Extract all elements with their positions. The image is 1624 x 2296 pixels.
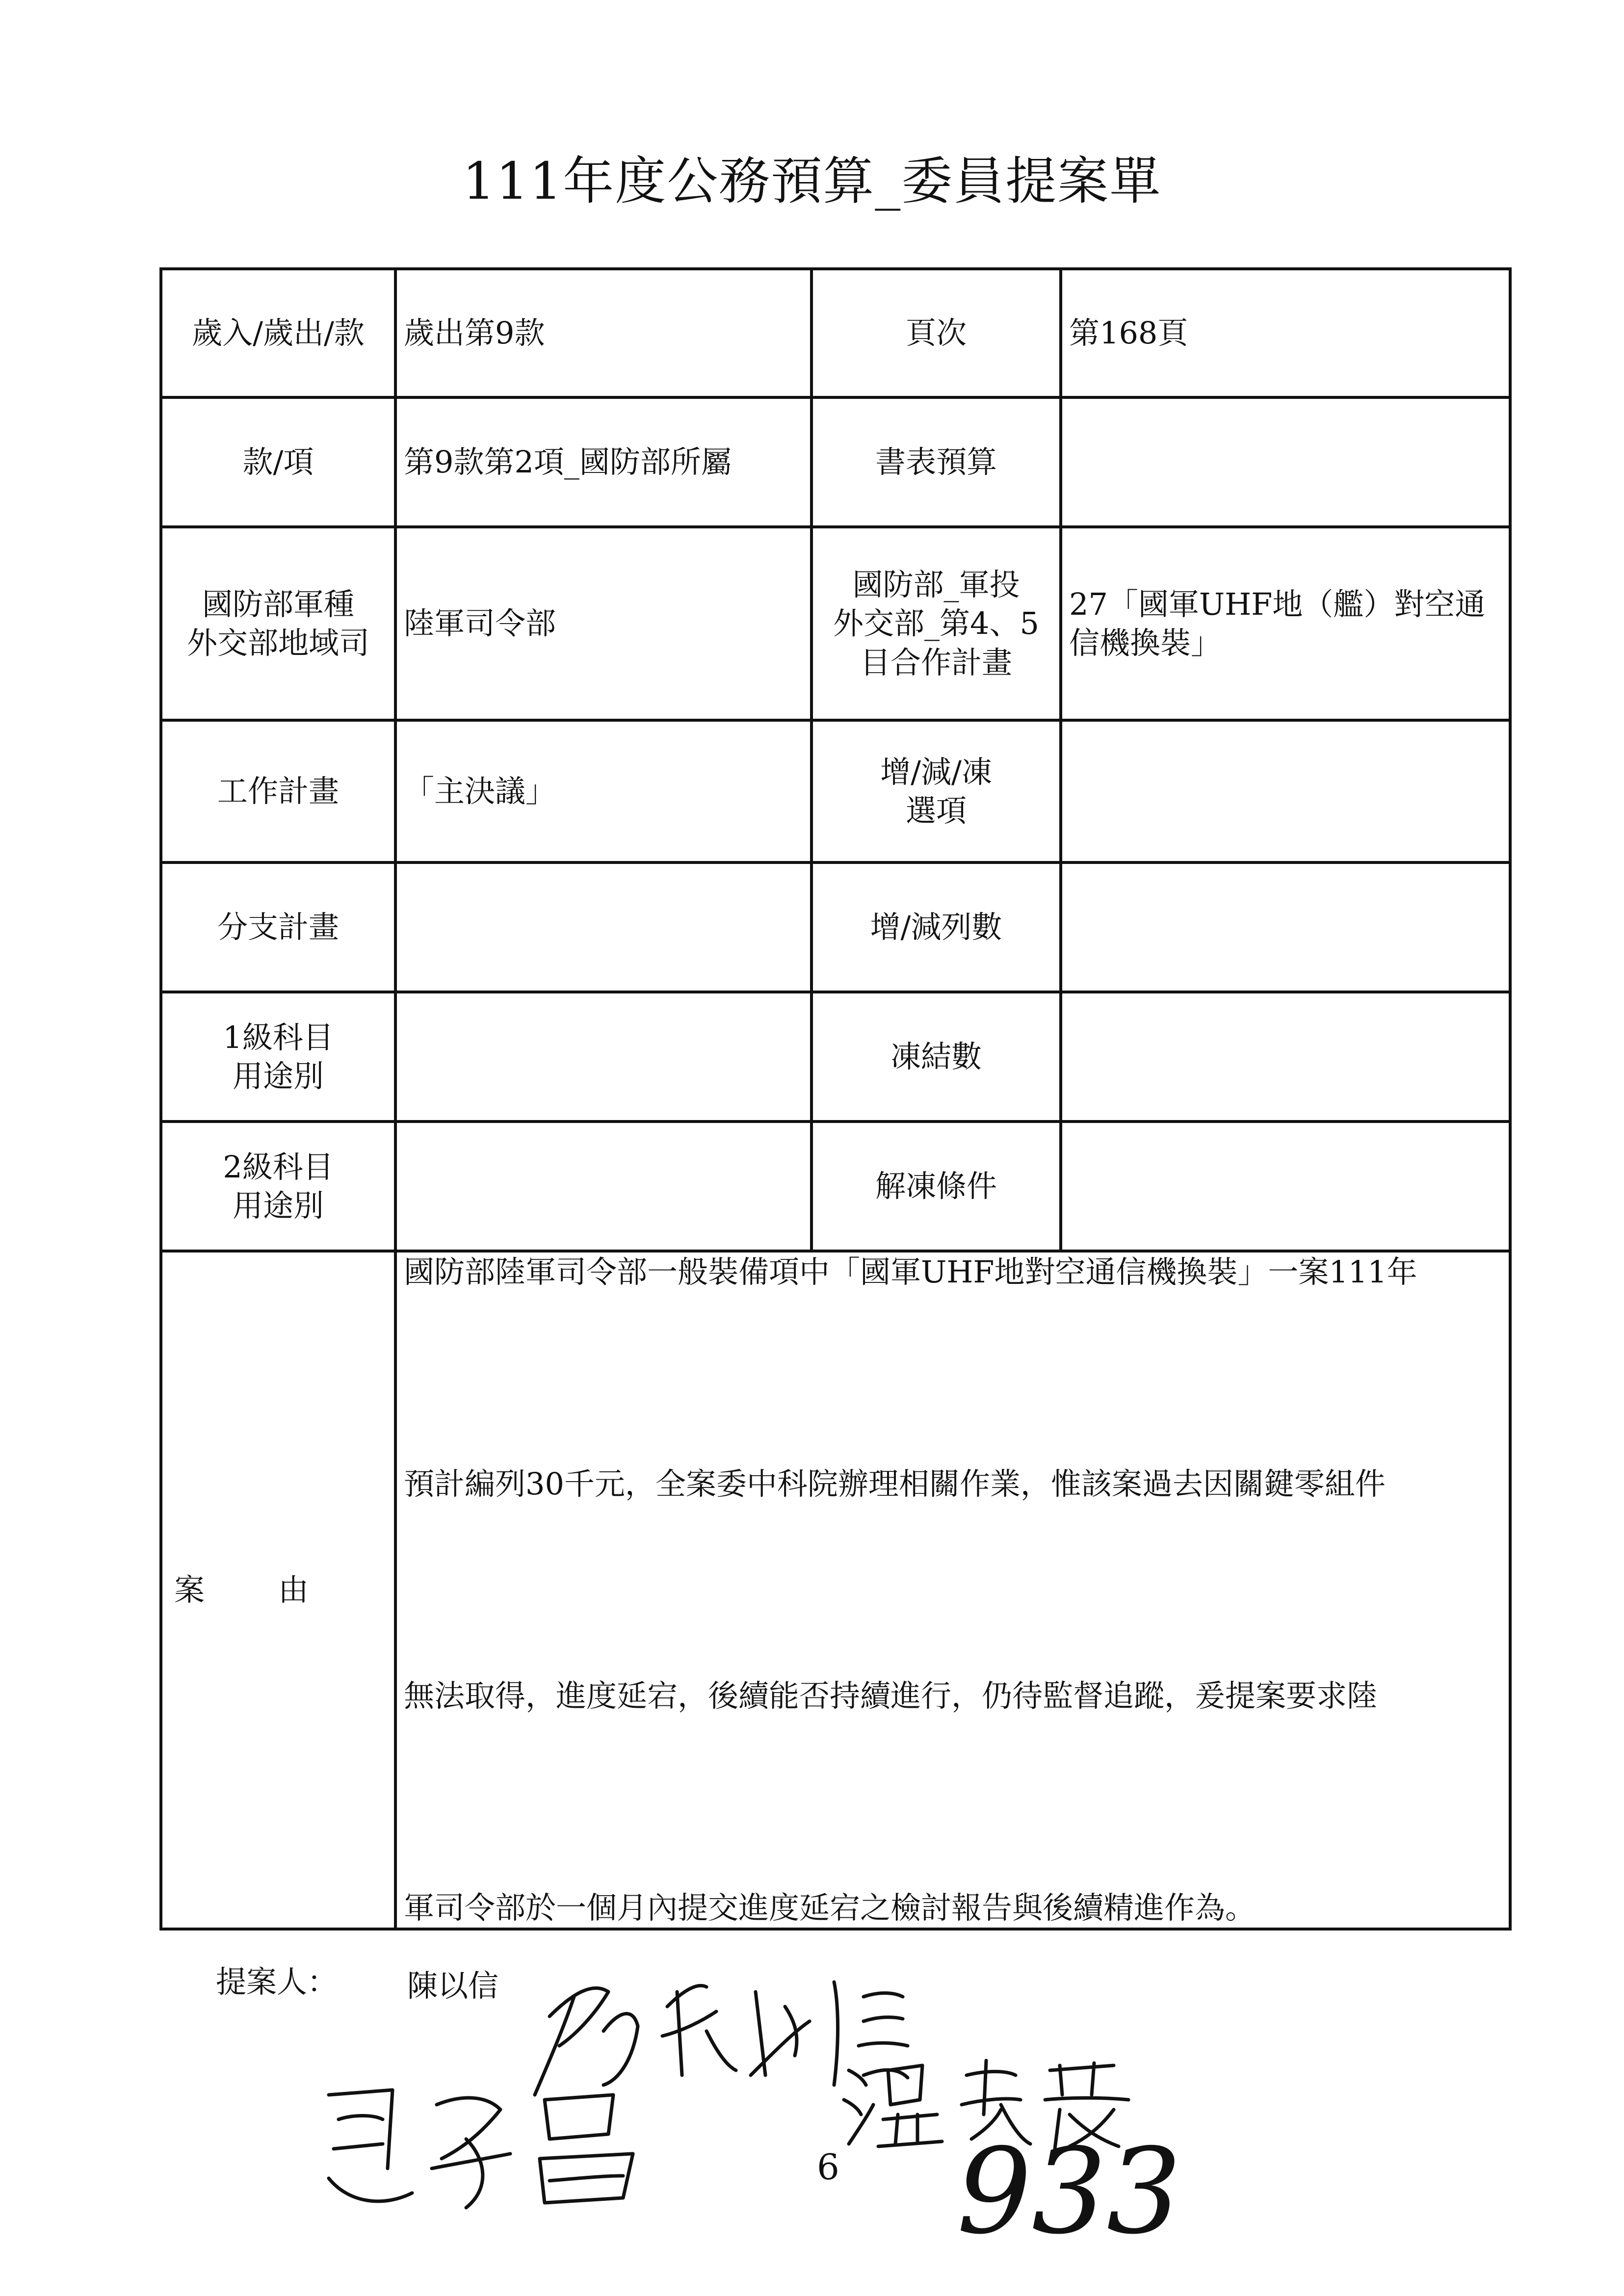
form-row — [161, 527, 1510, 720]
field-label: 工作計畫 — [161, 720, 395, 862]
field-value — [1061, 720, 1510, 862]
field-label: 凍結數 — [812, 992, 1061, 1122]
field-label: 分支計畫 — [161, 862, 395, 992]
proposer-label: 提案人： — [216, 1964, 338, 2000]
field-value: 歲出第9款 — [395, 269, 812, 397]
field-label: 國防部_軍投 外交部_第4、5 目合作計畫 — [812, 527, 1061, 720]
form-row — [161, 862, 1510, 992]
reason-line: 國防部陸軍司令部一般裝備項中「國軍UHF地對空通信機換裝」一案111年 — [404, 1254, 1417, 1290]
field-value — [395, 862, 812, 992]
page-number: 6 — [817, 2146, 839, 2188]
field-value: 陸軍司令部 — [395, 527, 812, 720]
page-title: 111年度公務預算_委員提案單 — [462, 151, 1162, 211]
reason-line: 軍司令部於一個月內提交進度延宕之檢討報告與後續精進作為。 — [404, 1890, 1256, 1926]
form-row — [161, 720, 1510, 862]
reason-text — [395, 1251, 1510, 1929]
handwritten-number-drawing — [957, 2123, 1182, 2262]
field-value — [395, 992, 812, 1122]
proposer-name: 陳以信 — [407, 1968, 499, 2004]
field-value: 「主決議」 — [395, 720, 812, 862]
field-label: 2級科目 用途別 — [161, 1122, 395, 1251]
field-label: 解凍條件 — [812, 1122, 1061, 1251]
field-value — [1061, 992, 1510, 1122]
field-label: 增/減列數 — [812, 862, 1061, 992]
field-value — [1061, 862, 1510, 992]
signature-2 — [319, 2075, 672, 2224]
proposal-form-table — [159, 267, 1512, 1931]
reason-line: 預計編列30千元，全案委中科院辦理相關作業，惟該案過去因關鍵零組件 — [404, 1466, 1386, 1502]
field-label: 款/項 — [161, 397, 395, 527]
field-label: 1級科目 用途別 — [161, 992, 395, 1122]
field-value: 第168頁 — [1061, 269, 1510, 397]
field-value: 第9款第2項_國防部所屬 — [395, 397, 812, 527]
form-row — [161, 992, 1510, 1122]
handwritten-number — [957, 2123, 1182, 2264]
field-label: 頁次 — [812, 269, 1061, 397]
field-value — [395, 1122, 812, 1251]
field-label: 歲入/歲出/款 — [161, 269, 395, 397]
handwritten-number-text: 933 — [957, 2123, 1182, 2260]
field-label: 書表預算 — [812, 397, 1061, 527]
field-label: 國防部軍種 外交部地域司 — [161, 527, 395, 720]
form-row — [161, 397, 1510, 527]
field-value — [1061, 1122, 1510, 1251]
field-value — [1061, 397, 1510, 527]
field-value: 27「國軍UHF地（艦）對空通 信機換裝」 — [1061, 527, 1510, 720]
form-row — [161, 269, 1510, 397]
form-row — [161, 1122, 1510, 1251]
field-label: 增/減/凍 選項 — [812, 720, 1061, 862]
reason-line: 無法取得，進度延宕，後續能否持續進行，仍待監督追蹤，爰提案要求陸 — [404, 1678, 1378, 1714]
reason-label — [161, 1251, 395, 1929]
reason-label-text: 案由 — [174, 1572, 382, 1608]
reason-row — [161, 1251, 1510, 1929]
